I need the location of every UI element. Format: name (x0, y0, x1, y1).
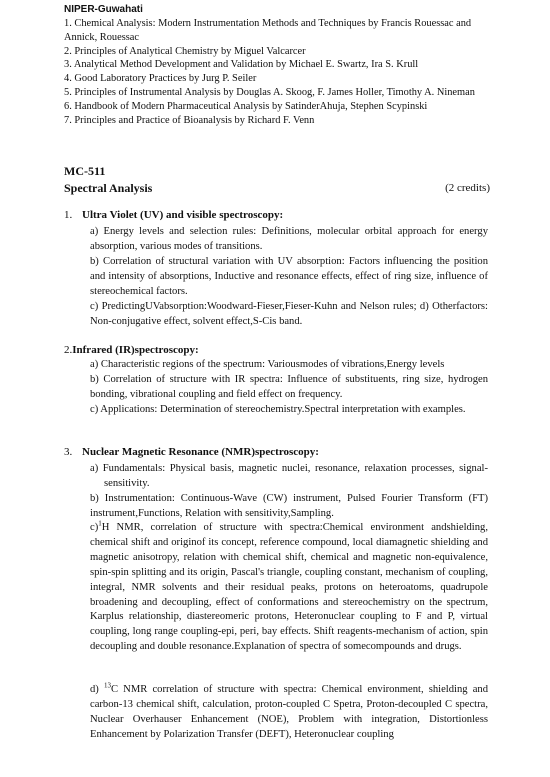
ir-item-a: a) Characteristic regions of the spectrum: Variousmodes of vibrations,Energy levels (90, 359, 445, 370)
reference-item: 1. Chemical Analysis: Modern Instrumentation Methods and Techniques by Francis Rouessac and (64, 18, 472, 29)
course-title: Spectral Analysis (64, 181, 153, 195)
reference-item: Annick, Rouessac (64, 31, 140, 43)
uv-item-b: b) Correlation of structural variation with UV absorption: Factors influencing the position and intensity of absorptions, Inductive and resonance effects, effect of ring size, influence of stereochemical factors. (90, 256, 488, 297)
institution-header: NIPER-Guwahati (64, 4, 143, 15)
course-code: MC-511 (64, 164, 106, 178)
reference-item: 7. Principles and Practice of Bioanalysis by Richard F. Venn (64, 114, 315, 126)
section-title: Ultra Violet (UV) and visible spectroscopy: (82, 209, 284, 221)
section-number: 1. (64, 209, 73, 221)
section-title: Nuclear Magnetic Resonance (NMR)spectroscopy: (82, 446, 319, 458)
reference-item: 6. Handbook of Modern Pharmaceutical Analysis by SatinderAhuja, Stephen Scypinski (64, 100, 428, 112)
nmr-item-b: b) Instrumentation: Continuous-Wave (CW) instrument, Pulsed Fourier Transform (FT) instrument,Functions, Relation with sensitivity,Sampling. (90, 493, 488, 519)
ir-item-b: b) Correlation of structure with IR spectra: Influence of substituents, ring size, hydrogen bonding, vibrational coupling and field effect on frequency. (90, 374, 488, 400)
item-text: H NMR, correlation of structure with spectra:Chemical environment andshielding, chemical shift and originof its concept, reference compound, local diamagnetic shielding and magnetic anisotropy, relation with chemical shift, chemical and magnetic non-equivalence, spin-spin splitting and its origin, Pascal's triangle, coupling constant, mechanism of coupling, integral, NMR solvents and their residual peaks, protons on heteroatoms, quadrupole broadening and decoupling, effect of conformations and stereochemistry on the spectrum, Karplus relationship, diastereomeric protons, Heteronuclear coupling to F and P, virtual coupling, long range coupling-epi, peri, bay effects. Shift reagents-mechanism of action, spin decoupling and double resonance.Explanation of spectra of somecompounds and drugs. (90, 522, 488, 653)
reference-item: 5. Principles of Instrumental Analysis by Douglas A. Skoog, F. James Holler, Timothy A. Nineman (64, 86, 475, 98)
reference-item: 4. Good Laboratory Practices by Jurg P. Seiler (64, 73, 257, 85)
isotope-superscript: 13 (103, 681, 111, 690)
course-credits: (2 credits) (445, 182, 490, 194)
section-title: Infrared (IR)spectroscopy: (72, 344, 199, 356)
nmr-item-a: a) Fundamentals: Physical basis, magnetic nuclei, resonance, relaxation processes, signal-sensitivity. (90, 463, 488, 489)
section-number: 2. (64, 344, 73, 356)
section-ir-heading (64, 343, 199, 357)
item-prefix: c) (90, 522, 99, 533)
isotope-superscript: 1 (98, 519, 102, 528)
reference-item: 3. Analytical Method Development and Validation by Michael E. Swartz, Ira S. Krull (64, 59, 419, 71)
uv-item-c: c) PredictingUVabsorption:Woodward-Fieser,Fieser-Kuhn and Nelson rules; d) Otherfactors: Non-conjugative effect, solvent effect,S-Cis band. (90, 301, 488, 327)
section-nmr-heading (64, 445, 319, 459)
item-text: C NMR correlation of structure with spectra: Chemical environment, shielding and carbon-13 chemical shift, calculation, proton-coupled C Spetra, Proton-decoupled C spectra, Nuclear Overhauser Enhancement (NOE), Problem with integration, Distortionless Enhancement by Polarization Transfer (DEFT), Heteronuclear coupling (90, 684, 488, 740)
nmr-item-c (90, 521, 488, 655)
reference-list (64, 17, 494, 127)
nmr-item-d (90, 683, 488, 743)
ir-item-c: c) Applications: Determination of stereochemistry.Spectral interpretation with examples. (90, 404, 466, 415)
uv-item-a: a) Energy levels and selection rules: Definitions, molecular orbital approach for energy absorption, various modes of transitions. (90, 226, 488, 252)
reference-item: 2. Principles of Analytical Chemistry by Miguel Valcarcer (64, 45, 306, 57)
item-prefix: d) (90, 684, 99, 695)
section-number: 3. (64, 446, 73, 458)
section-uv-heading (64, 208, 283, 222)
